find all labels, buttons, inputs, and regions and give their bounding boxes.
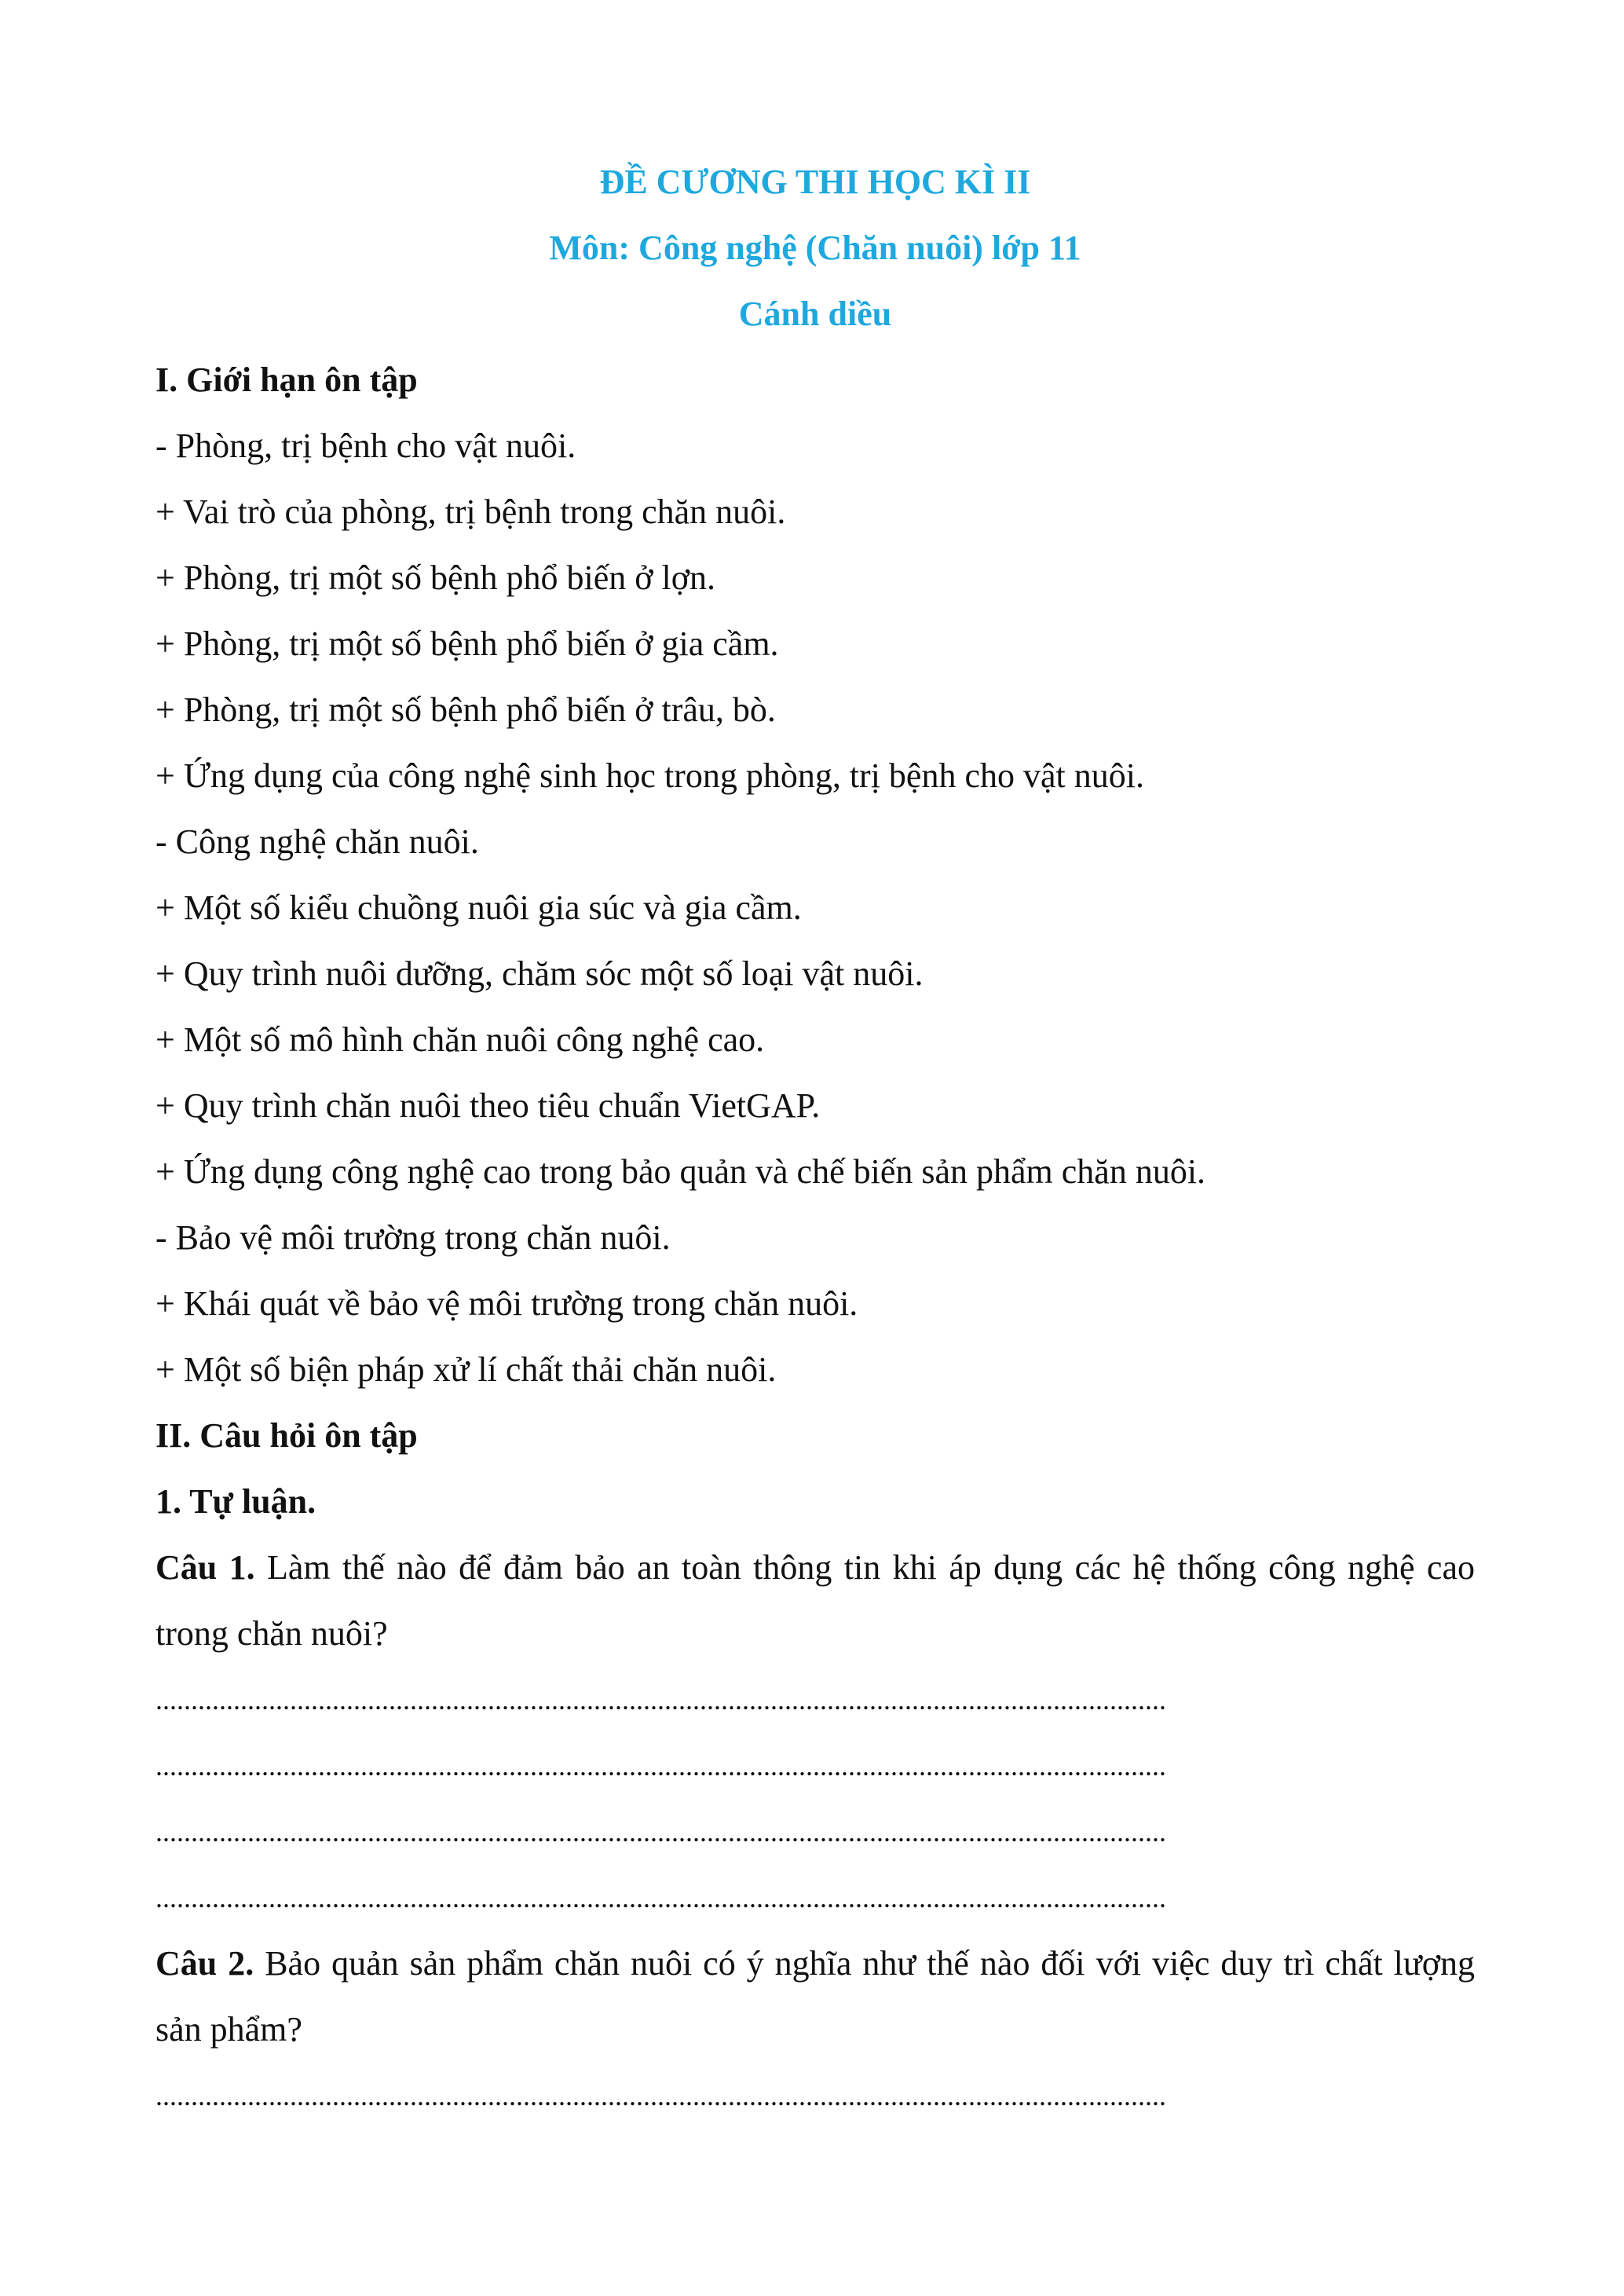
document-subject: Môn: Công nghệ (Chăn nuôi) lớp 11 [549,229,1081,267]
answer-line: ............................................................................................................................................... [155,1816,1166,1847]
list-item: + Một số mô hình chăn nuôi công nghệ cao. [155,1020,765,1059]
list-item: + Quy trình chăn nuôi theo tiêu chuẩn VietGAP. [155,1086,821,1125]
list-item: + Ứng dụng của công nghệ sinh học trong phòng, trị bệnh cho vật nuôi. [155,756,1144,795]
document-series: Cánh diều [738,295,892,333]
section-heading-review-questions: II. Câu hỏi ôn tập [155,1416,418,1455]
question-text: Làm thế nào để đảm bảo an toàn thông tin khi áp dụng các hệ thống công nghệ cao trong chăn nuôi? [155,1548,1475,1653]
question-label: Câu 2. [155,1944,254,1983]
question-text: Bảo quản sản phẩm chăn nuôi có ý nghĩa như thế nào đối với việc duy trì chất lượng sản phẩm? [155,1944,1476,2049]
subsection-heading-essay: 1. Tự luận. [155,1482,316,1521]
list-item: + Phòng, trị một số bệnh phổ biến ở gia cầm. [155,624,779,663]
answer-line: ............................................................................................................................................... [155,1684,1166,1716]
list-item: + Một số kiểu chuồng nuôi gia súc và gia cầm. [155,888,802,927]
list-item: + Phòng, trị một số bệnh phổ biến ở trâu, bò. [155,690,776,729]
document-title: ĐỀ CƯƠNG THI HỌC KÌ II [599,163,1031,201]
section-heading-review-scope: I. Giới hạn ôn tập [155,361,418,399]
list-item: - Bảo vệ môi trường trong chăn nuôi. [155,1218,671,1257]
list-item: + Một số biện pháp xử lí chất thải chăn nuôi. [155,1350,777,1389]
question-1 [155,1535,1475,1667]
list-item: + Ứng dụng công nghệ cao trong bảo quản và chế biến sản phẩm chăn nuôi. [155,1152,1206,1191]
list-item: + Phòng, trị một số bệnh phổ biến ở lợn. [155,558,716,597]
answer-line: ............................................................................................................................................... [155,1882,1166,1913]
document-page [155,149,1475,2129]
list-item: + Khái quát về bảo vệ môi trường trong chăn nuôi. [155,1284,858,1323]
answer-line: ............................................................................................................................................... [155,2080,1166,2111]
answer-line: ............................................................................................................................................... [155,1750,1166,1782]
list-item: - Công nghệ chăn nuôi. [155,822,479,861]
question-label: Câu 1. [155,1548,255,1587]
list-item: + Vai trò của phòng, trị bệnh trong chăn nuôi. [155,493,786,531]
list-item: + Quy trình nuôi dưỡng, chăm sóc một số loại vật nuôi. [155,954,924,993]
list-item: - Phòng, trị bệnh cho vật nuôi. [155,427,576,465]
question-2 [155,1931,1475,2063]
